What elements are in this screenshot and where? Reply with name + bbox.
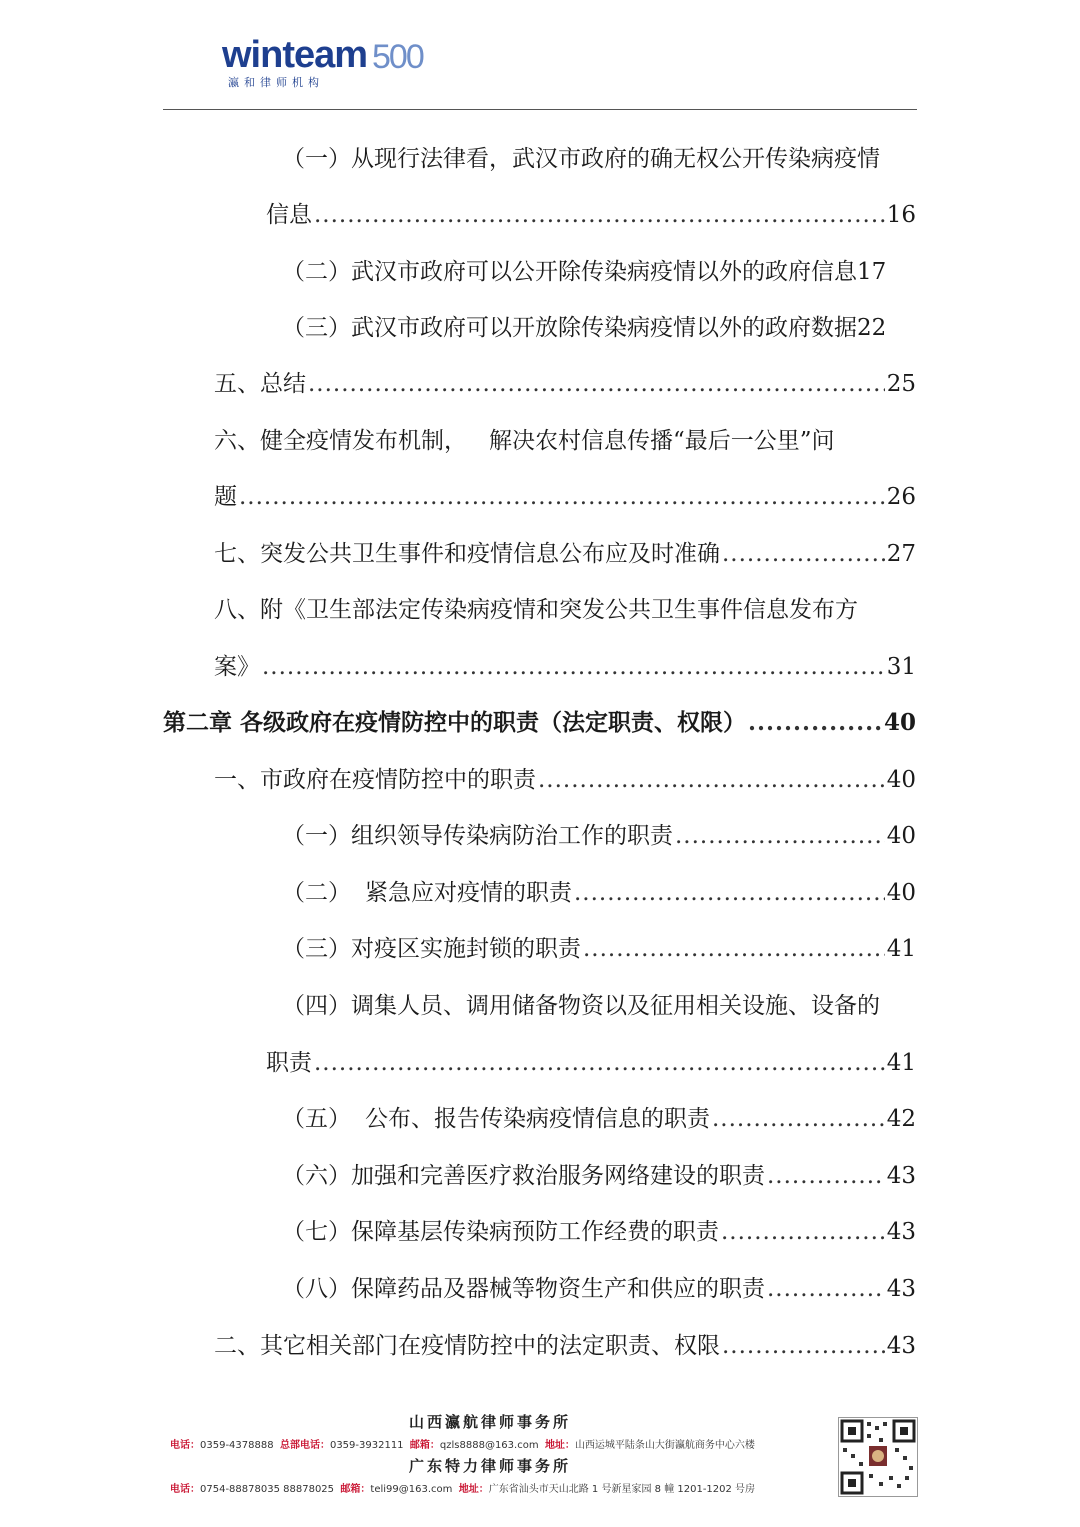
logo-subtitle: 瀛和律师机构 xyxy=(228,76,324,89)
toc-entry-text: （一）从现行法律看，武汉市政府的确无权公开传染病疫情 xyxy=(282,146,880,172)
toc-entry-2-1-7[interactable] xyxy=(282,1212,916,1252)
toc-page-number: 25 xyxy=(886,371,916,397)
toc-entry-text: 八、附《卫生部法定传染病疫情和突发公共卫生事件信息发布方 xyxy=(214,597,858,623)
header-logo xyxy=(222,30,462,100)
toc-page-number: 26 xyxy=(886,484,916,510)
phone-label: 电话： xyxy=(170,1440,200,1451)
toc-entry-2-1-1[interactable] xyxy=(282,816,916,856)
toc-leader-dots xyxy=(712,1099,885,1139)
firm-contact-guangdong xyxy=(170,1480,850,1495)
firm-name-guangdong: 广东特力律师事务所 xyxy=(408,1457,571,1475)
toc-entry-7[interactable] xyxy=(214,534,916,574)
email-value: qzls8888@163.com xyxy=(439,1440,539,1451)
toc-entry-1-1-cont[interactable] xyxy=(266,195,916,235)
toc-entry-8[interactable] xyxy=(214,590,858,630)
toc-entry-number: （五） xyxy=(282,1106,351,1132)
toc-entry-text: （二）武汉市政府可以公开除传染病疫情以外的政府信息 xyxy=(282,259,857,285)
toc-page-number: 40 xyxy=(886,880,916,906)
toc-entry-text: 五、总结 xyxy=(214,371,306,397)
toc-entry-text: 公布、报告传染病疫情信息的职责 xyxy=(365,1106,710,1132)
toc-entry-1-2[interactable] xyxy=(282,252,927,292)
toc-entry-text: （四）调集人员、调用储备物资以及征用相关设施、设备的 xyxy=(282,993,880,1019)
toc-entry-2-1-6[interactable] xyxy=(282,1156,916,1196)
email-value: teli99@163.com xyxy=(370,1484,453,1495)
header-divider xyxy=(163,109,917,110)
page-footer xyxy=(0,1405,1080,1525)
toc-entry-2-1-5[interactable] xyxy=(282,1099,916,1139)
hq-phone-value: 0359-3932111 xyxy=(329,1440,404,1451)
toc-leader-dots xyxy=(308,364,885,404)
toc-page-number: 41 xyxy=(886,1050,916,1076)
toc-entry-text-cont: 解决农村信息传播“最后一公里”问 xyxy=(489,428,835,454)
toc-page-number: 43 xyxy=(886,1163,916,1189)
toc-leader-dots xyxy=(239,477,885,517)
toc-leader-dots xyxy=(574,873,885,913)
toc-leader-dots xyxy=(748,703,882,743)
toc-page-number: 43 xyxy=(886,1219,916,1245)
toc-page-number: 40 xyxy=(883,709,916,736)
firm-contact-shanxi xyxy=(170,1436,850,1451)
toc-entry-text: 职责 xyxy=(266,1050,312,1076)
toc-entry-2-1-4[interactable] xyxy=(282,986,880,1026)
phone-label: 电话： xyxy=(170,1484,200,1495)
phone-value: 0359-4378888 xyxy=(200,1440,274,1451)
email-label: 邮箱： xyxy=(409,1440,440,1451)
toc-page-number: 16 xyxy=(886,202,916,228)
toc-entry-text: （七）保障基层传染病预防工作经费的职责 xyxy=(282,1219,719,1245)
email-label: 邮箱： xyxy=(340,1484,371,1495)
toc-leader-dots xyxy=(262,647,885,687)
toc-entry-2-1-8[interactable] xyxy=(282,1269,916,1309)
toc-entry-text: 一、市政府在疫情防控中的职责 xyxy=(214,767,536,793)
toc-leader-dots xyxy=(583,929,885,969)
toc-entry-text: （一）组织领导传染病防治工作的职责 xyxy=(282,823,673,849)
toc-entry-text: （六）加强和完善医疗救治服务网络建设的职责 xyxy=(282,1163,765,1189)
toc-entry-8-cont[interactable] xyxy=(214,647,916,687)
address-value: 山西运城平陆条山大街瀛航商务中心六楼 xyxy=(574,1440,755,1451)
toc-page-number: 17 xyxy=(857,259,887,285)
qr-code-icon xyxy=(838,1417,918,1497)
toc-entry-2-1-4-cont[interactable] xyxy=(266,1043,916,1083)
toc-page-number: 43 xyxy=(886,1333,916,1359)
toc-entry-2-1[interactable] xyxy=(214,760,916,800)
toc-entry-6[interactable] xyxy=(214,421,835,461)
toc-leader-dots xyxy=(314,1043,885,1083)
toc-entry-number: （二） xyxy=(282,880,351,906)
toc-page-number: 43 xyxy=(886,1276,916,1302)
toc-entry-text: 紧急应对疫情的职责 xyxy=(365,880,572,906)
toc-leader-dots xyxy=(721,1212,885,1252)
toc-entry-text: 七、突发公共卫生事件和疫情信息公布应及时准确 xyxy=(214,541,720,567)
address-label: 地址： xyxy=(458,1484,489,1495)
toc-page-number: 40 xyxy=(886,823,916,849)
toc-page-number: 40 xyxy=(886,767,916,793)
toc-entry-1-1[interactable] xyxy=(282,139,880,179)
toc-entry-text: 二、其它相关部门在疫情防控中的法定职责、权限 xyxy=(214,1333,720,1359)
toc-page-number: 41 xyxy=(886,936,916,962)
toc-leader-dots xyxy=(538,760,885,800)
toc-entry-1-3[interactable] xyxy=(282,308,927,348)
toc-page-number: 27 xyxy=(886,541,916,567)
hq-phone-label: 总部电话： xyxy=(279,1440,330,1451)
toc-page-number: 31 xyxy=(886,654,916,680)
toc-entry-text: 信息 xyxy=(266,202,312,228)
toc-entry-text: 六、健全疫情发布机制， xyxy=(214,428,467,454)
toc-leader-dots xyxy=(722,534,885,574)
toc-leader-dots xyxy=(722,1326,885,1366)
address-value: 广东省汕头市天山北路 1 号新星家园 8 幢 1201-1202 号房 xyxy=(488,1484,756,1495)
toc-entry-text: 案》 xyxy=(214,654,260,680)
toc-chapter-title: 第二章 各级政府在疫情防控中的职责（法定职责、权限） xyxy=(163,709,747,736)
toc-entry-text: （三）对疫区实施封锁的职责 xyxy=(282,936,581,962)
logo-number: 500 xyxy=(372,38,423,76)
toc-entry-2-2[interactable] xyxy=(214,1326,916,1366)
toc-entry-text: 题 xyxy=(214,484,237,510)
toc-leader-dots xyxy=(675,816,885,856)
phone-value: 0754-88878035 88878025 xyxy=(200,1484,335,1495)
firm-name-shanxi: 山西瀛航律师事务所 xyxy=(408,1413,571,1431)
toc-entry-text: （三）武汉市政府可以开放除传染病疫情以外的政府数据 xyxy=(282,315,857,341)
toc-leader-dots xyxy=(767,1156,885,1196)
toc-chapter-2[interactable] xyxy=(163,703,916,743)
toc-entry-text: （八）保障药品及器械等物资生产和供应的职责 xyxy=(282,1276,765,1302)
logo-text: winteam xyxy=(222,34,368,76)
toc-entry-2-1-3[interactable] xyxy=(282,929,916,969)
toc-leader-dots xyxy=(314,195,885,235)
toc-entry-2-1-2[interactable] xyxy=(282,873,916,913)
toc-leader-dots xyxy=(767,1269,885,1309)
toc-page-number: 42 xyxy=(886,1106,916,1132)
toc-entry-5[interactable] xyxy=(214,364,916,404)
toc-page-number: 22 xyxy=(857,315,887,341)
toc-entry-6-cont[interactable] xyxy=(214,477,916,517)
address-label: 地址： xyxy=(544,1440,575,1451)
